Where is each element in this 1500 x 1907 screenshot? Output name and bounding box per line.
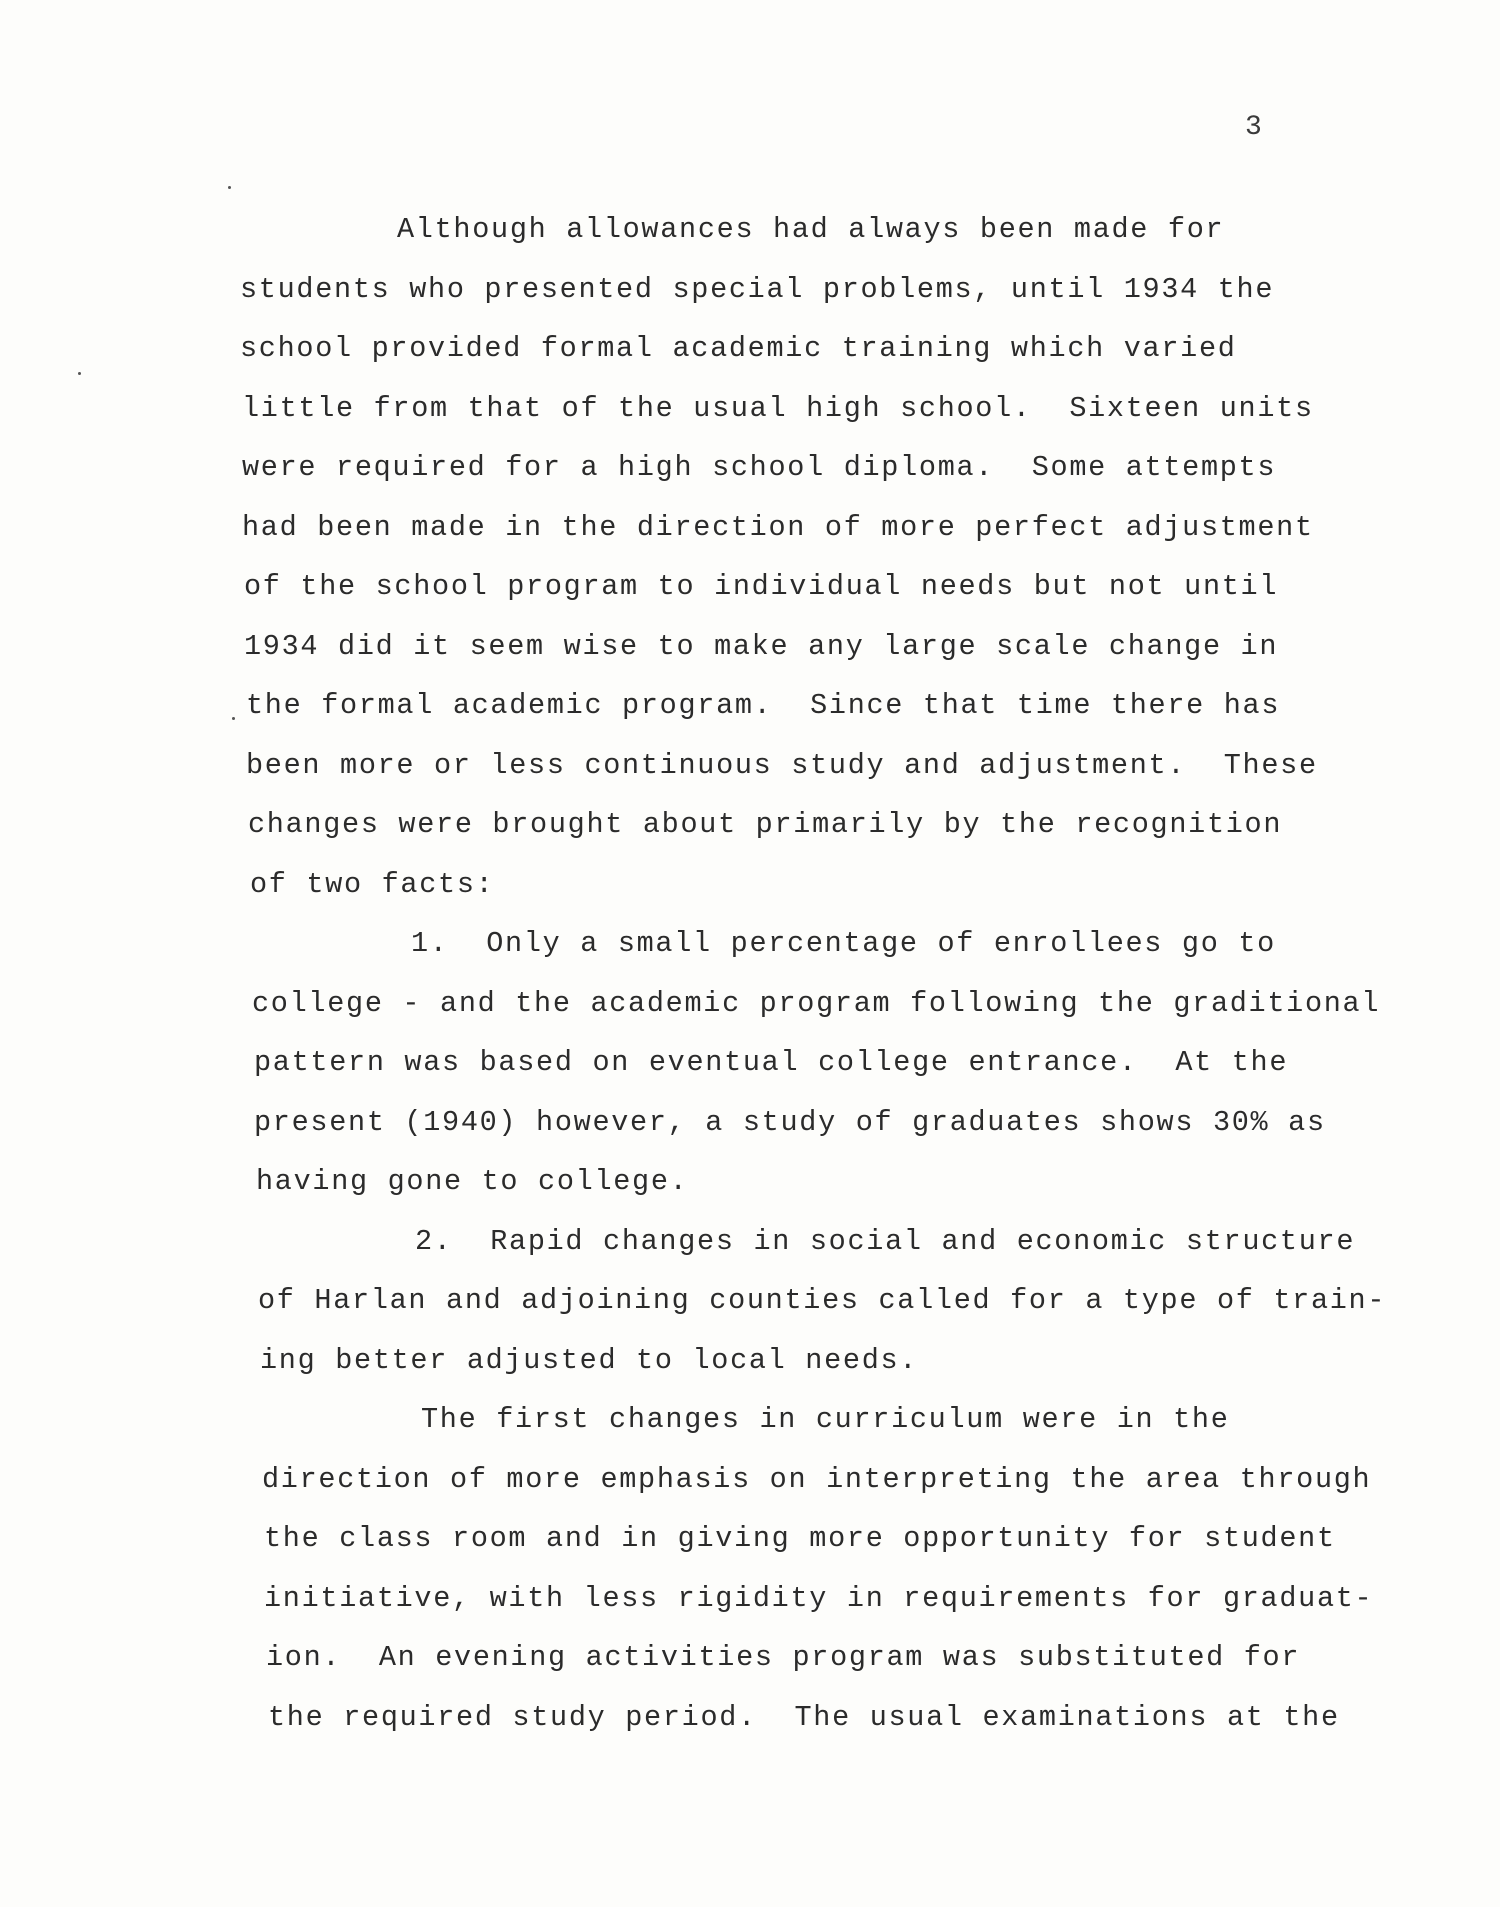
text-line-19: of Harlan and adjoining counties called for a type of train- [258,1284,1387,1317]
paper-speck [232,717,235,720]
text-line-7: of the school program to individual needs but not until [244,570,1279,603]
text-line-4: little from that of the usual high school. Sixteen units [242,392,1314,425]
text-line-2: students who presented special problems, until 1934 the [240,273,1275,306]
text-line-16: present (1940) however, a study of graduates shows 30% as [254,1106,1326,1139]
text-line-26: the required study period. The usual examinations at the [268,1701,1340,1734]
text-line-23: the class room and in giving more opportunity for student [264,1522,1336,1555]
text-line-18: 2. Rapid changes in social and economic structure [415,1225,1356,1258]
text-line-1: Although allowances had always been made for [397,213,1225,246]
text-line-6: had been made in the direction of more perfect adjustment [242,511,1314,544]
text-line-20: ing better adjusted to local needs. [260,1344,919,1377]
text-line-24: initiative, with less rigidity in requirements for graduat- [264,1582,1374,1615]
text-line-14: college - and the academic program following the graditional [252,987,1381,1020]
text-line-5: were required for a high school diploma. Some attempts [242,451,1277,484]
text-line-15: pattern was based on eventual college entrance. At the [254,1046,1289,1079]
paper-speck [78,372,81,375]
text-line-10: been more or less continuous study and adjustment. These [246,749,1318,782]
text-line-13: 1. Only a small percentage of enrollees go to [411,927,1276,960]
text-line-12: of two facts: [250,868,495,901]
text-line-9: the formal academic program. Since that time there has [246,689,1281,722]
text-line-3: school provided formal academic training which varied [240,332,1237,365]
text-line-8: 1934 did it seem wise to make any large scale change in [244,630,1279,663]
text-line-22: direction of more emphasis on interpreting the area through [262,1463,1372,1496]
text-line-21: The first changes in curriculum were in the [421,1403,1230,1436]
page-number: 3 [1245,112,1262,143]
text-line-25: ion. An evening activities program was substituted for [266,1641,1301,1674]
text-line-17: having gone to college. [256,1165,689,1198]
text-line-11: changes were brought about primarily by the recognition [248,808,1283,841]
paper-speck [228,186,231,189]
